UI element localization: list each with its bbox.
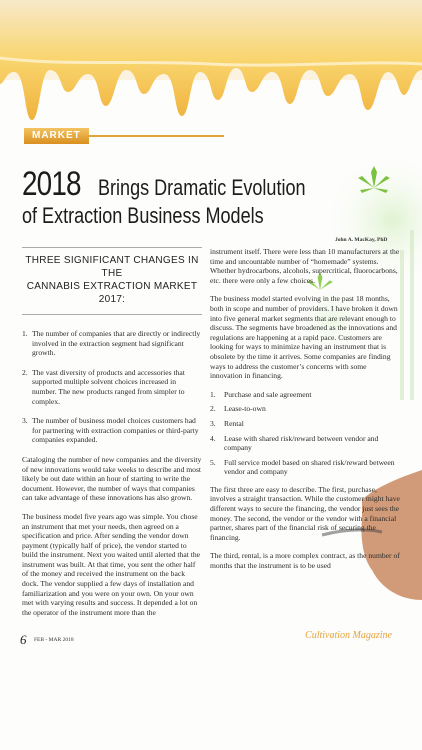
magazine-brand-logo: Cultivation Magazine bbox=[305, 630, 392, 641]
body-paragraph: The business model five years ago was simple. You chose an instrument that met your needs, then agreed on a specification and price. After sending the vendor down payment (typically half of price), the vendor started to build the instrument. Next you waited until alerted that the instrument was built. At that time, you sent the other half of the money and received the instrument on the back dock. The vendor supplied a few days of installation and familiarization and you were on your own. On your own met with varying results and success. It depended a lot on the operator of the instrument more than the bbox=[22, 511, 200, 617]
list-item: 4. Lease with shared risk/reward between vendor and company bbox=[210, 433, 379, 453]
changes-list bbox=[22, 329, 202, 445]
title-line2-text: of Extraction Business Models bbox=[22, 203, 264, 228]
list-item: 2. The vast diversity of products and accessories that supported multiple solvent choices increased in number. The new products ranged from simpler to complex. bbox=[22, 367, 185, 406]
title-rest: Brings Dramatic Evolution bbox=[98, 175, 306, 200]
article-title-line2 bbox=[22, 203, 317, 229]
sidebar-heading bbox=[22, 247, 202, 315]
left-column bbox=[22, 247, 202, 626]
list-item: 3. The number of business model choices customers had for partnering with extraction companies or third-party companies expanded. bbox=[22, 416, 199, 445]
body-paragraph: The first three are easy to describe. The first, purchase, involves a straight transaction. While the customer might have different ways to secure the financing, the vendor just sees the money. The second, the vendor or the vendor with a financial partner, shares part of the financial risk of securing the financing. bbox=[210, 484, 400, 542]
author-byline: John A. MacKay, PhD bbox=[335, 237, 388, 243]
body-paragraph: The third, rental, is a more complex contract, as the number of months that the instrument is to be used bbox=[210, 551, 400, 571]
body-paragraph: The business model started evolving in the past 18 months, both in scope and number of providers. I have broken it down into five general market segments that are relevant enough to discuss. The segments have broadened as the innovations and regulations are happening at a rapid pace. Customers are looking for ways to minimize having an instrument that is obsolete by the time it arrives. Some companies are finding ways to address the customer’s concerns with some innovation in financing. bbox=[210, 294, 398, 381]
sidebar-heading-line2: CANNABIS EXTRACTION MARKET 2017: bbox=[26, 281, 198, 305]
list-item: 1. The number of companies that are directly or indirectly involved in the extraction segment had significant growth. bbox=[22, 329, 201, 358]
right-column bbox=[210, 247, 400, 580]
article-title-line1 bbox=[22, 165, 351, 204]
section-tag bbox=[24, 128, 224, 144]
body-paragraph: Cataloging the number of new companies and the diversity of new innovations would take weeks to describe and most likely be out date within an hour of starting to write the document. However, the number of ways that companies can take advantage of these innovations has also grown. bbox=[22, 454, 202, 503]
list-item: 1. Purchase and sale agreement bbox=[210, 389, 312, 399]
title-year: 2018 bbox=[22, 165, 81, 203]
list-item: 2. Lease-to-own bbox=[210, 404, 266, 414]
business-models-list bbox=[210, 390, 400, 477]
page-number: 6 bbox=[20, 632, 27, 647]
body-paragraph: instrument itself. There were less than 10 manufacturers at the time and uncountable number of “homemade” systems. Whether hydrocarbons, alcohols, supercritical, fluorocarbons, etc. there were only a few choices. bbox=[210, 247, 400, 285]
section-tag-label: MARKET bbox=[24, 128, 89, 144]
list-item: 5. Full service model based on shared risk/reward between vendor and company bbox=[210, 457, 395, 477]
sidebar-heading-line1: THREE SIGNIFICANT CHANGES IN THE bbox=[25, 255, 199, 279]
list-item: 3. Rental bbox=[210, 418, 244, 428]
issue-date: FEB - MAR 2018 bbox=[34, 637, 74, 643]
